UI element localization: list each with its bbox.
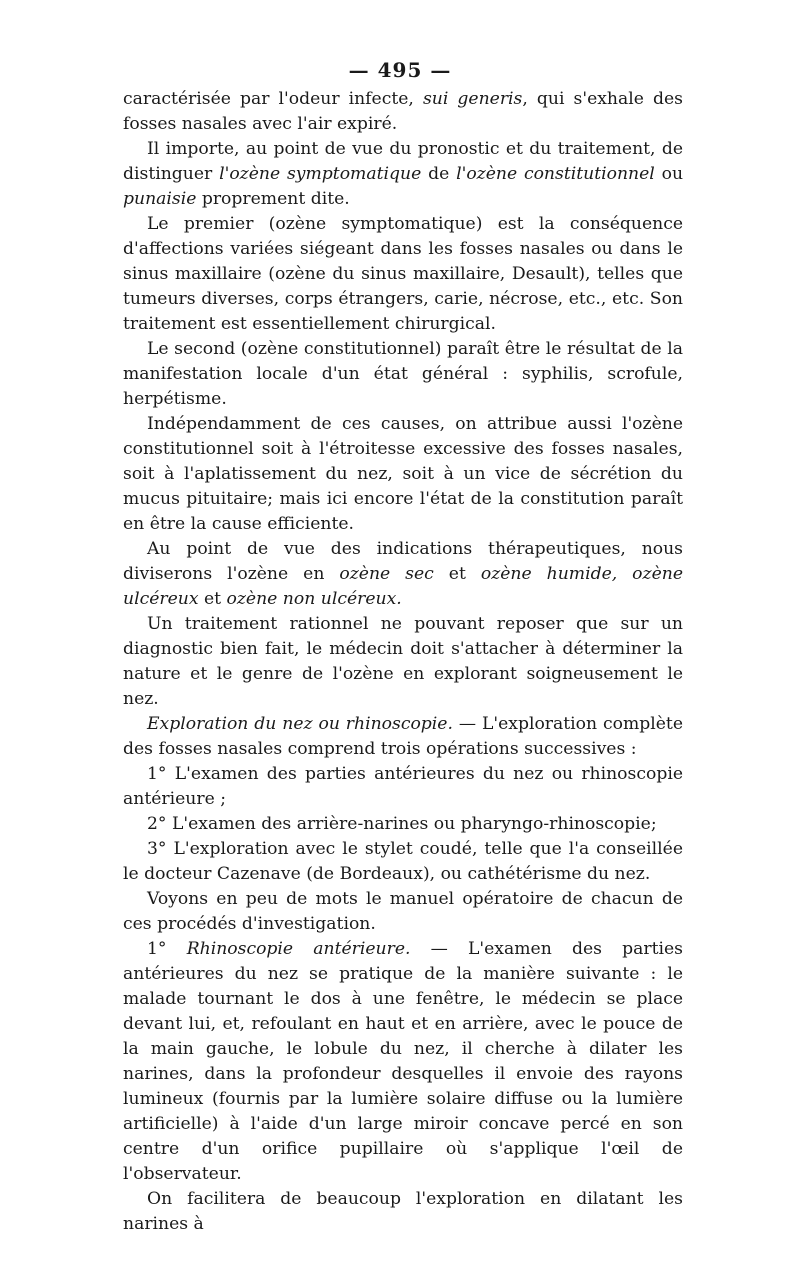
text-run: On facilitera de beaucoup l'exploration en dilatant les narines à <box>123 1189 683 1234</box>
paragraph <box>123 212 683 337</box>
text-run: Un traitement rationnel ne pouvant reposer que sur un diagnostic bien fait, le médecin doit s'attacher à déterminer la nature et le genre de l'ozène en explorant soigneusement le nez. <box>123 614 683 709</box>
italic-text: Rhinoscopie antérieure. <box>186 939 411 959</box>
text-run: Au point de vue des indications thérapeutiques, nous diviserons l'ozène en <box>123 539 683 584</box>
paragraph <box>123 412 683 537</box>
body-text <box>123 87 683 1237</box>
list-item <box>123 762 683 812</box>
italic-text: sui generis <box>422 89 523 109</box>
paragraph <box>123 537 683 612</box>
list-item <box>123 837 683 887</box>
text-run: ou <box>654 164 684 184</box>
text-run: caractérisée par l'odeur infecte, <box>123 89 423 109</box>
paragraph <box>123 712 683 762</box>
text-run: et <box>433 564 481 584</box>
italic-text: ozène non ulcéreux. <box>226 589 402 609</box>
paragraph <box>123 612 683 712</box>
paragraph <box>123 887 683 937</box>
text-run: Le second (ozène constitutionnel) paraît être le résultat de la manifestation locale d'un état général : syphilis, scrofule, herpétisme. <box>123 339 683 409</box>
text-run: Indépendamment de ces causes, on attribue aussi l'ozène constitutionnel soit à l'étroitesse excessive des fosses nasales, soit à l'aplatissement du nez, soit à un vice de sécrétion du mucus pituitaire; mais ici encore l'état de la constitution paraît en être la cause efficiente. <box>123 414 683 534</box>
text-run: Il importe, au point de vue du pronostic et du traitement, de distinguer <box>123 139 683 184</box>
italic-text: Exploration du nez ou rhinoscopie. <box>147 714 453 734</box>
text-run: 1° <box>147 939 187 959</box>
italic-text: l'ozène symptomatique <box>219 164 422 184</box>
text-run: — L'examen des parties antérieures du nez se pratique de la manière suivante : le malade tournant le dos à une fenêtre, le médecin se place devant lui, et, refoulant en haut et en arrière, avec le pouce de la main gauche, le lobule du nez, il cherche à dilater les narines, dans la profondeur desquelles il envoie des rayons lumineux (fournis par la lumière solaire diffuse ou la lumière artificielle) à l'aide d'un large miroir concave percé en son centre d'un orifice pupillaire où s'applique l'œil de l'observateur. <box>123 939 683 1184</box>
text-run: Voyons en peu de mots le manuel opératoire de chacun de ces procédés d'investigation. <box>123 889 683 934</box>
paragraph <box>123 137 683 212</box>
text-run: — L'exploration complète des fosses nasales comprend trois opérations successives : <box>123 714 684 759</box>
page-number: — 495 — <box>348 58 452 82</box>
paragraph <box>123 937 683 1187</box>
paragraph <box>123 337 683 412</box>
text-run: et <box>198 589 227 609</box>
text-run: 3° L'exploration avec le stylet coudé, telle que l'a conseillée le docteur Cazenave (de Bordeaux), ou cathétérisme du nez. <box>123 839 683 884</box>
text-run: , qui s'exhale des fosses nasales avec l'air expiré. <box>123 89 683 134</box>
text-run: 2° L'examen des arrière-narines ou pharyngo-rhinoscopie; <box>147 814 657 834</box>
text-run: 1° L'examen des parties antérieures du nez ou rhinoscopie antérieure ; <box>123 764 683 809</box>
text-run: Le premier (ozène symptomatique) est la conséquence d'affections variées siégeant dans les fosses nasales ou dans le sinus maxillaire (ozène du sinus maxillaire, Desault), telles que tumeurs diverses, corps étrangers, carie, nécrose, etc., etc. Son traitement est essentiellement chirurgical. <box>123 214 683 334</box>
italic-text: ozène sec <box>339 564 434 584</box>
paragraph <box>123 1187 683 1237</box>
italic-text: ozène humide, ozène ulcéreux <box>123 564 684 609</box>
list-item <box>123 812 683 837</box>
italic-text: l'ozène constitutionnel <box>456 164 655 184</box>
text-run: de <box>421 164 457 184</box>
text-run: proprement dite. <box>196 189 350 209</box>
paragraph <box>123 87 683 137</box>
italic-text: punaisie <box>123 189 197 209</box>
